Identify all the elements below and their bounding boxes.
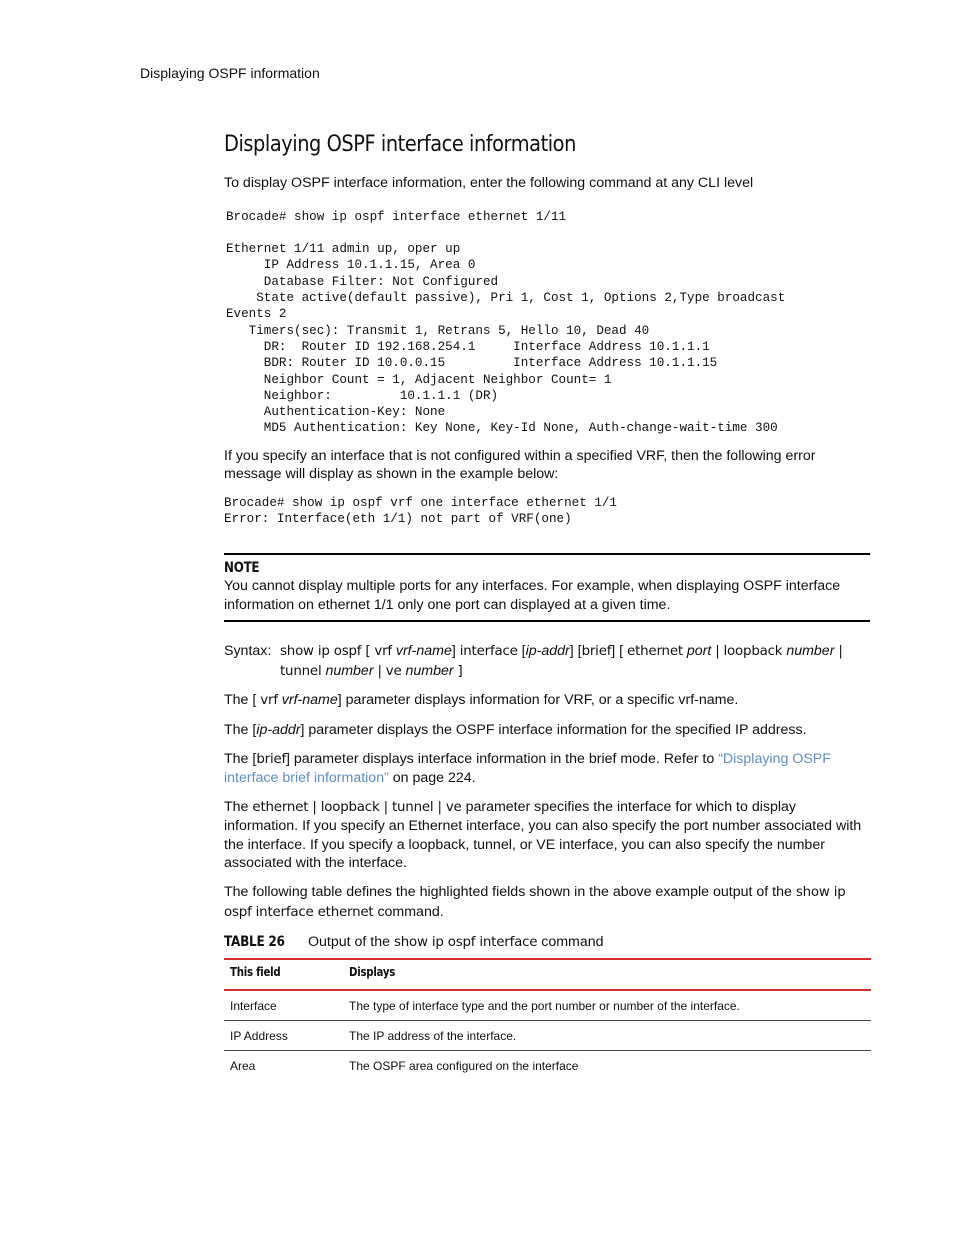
table-caption [224, 934, 870, 952]
syntax-variable: port [686, 643, 712, 660]
output-fields-table [224, 958, 871, 1080]
syntax-block [224, 642, 870, 681]
table-cell: The IP address of the interface. [349, 1029, 517, 1044]
text-run: The [ [224, 692, 257, 709]
table-cell: Area [230, 1059, 256, 1074]
page-content [224, 132, 870, 1080]
syntax-separator: | [377, 663, 382, 679]
syntax-separator: | [715, 644, 720, 660]
syntax-keyword: vrf [374, 644, 392, 660]
text-run: The [ [224, 721, 257, 738]
text-run: ] parameter displays the OSPF interface information for the specified IP address. [300, 721, 807, 738]
syntax-variable: vrf-name [395, 643, 452, 660]
table-header-cell [343, 959, 871, 990]
variable-run: ip-addr [256, 721, 301, 738]
keyword-run: vrf [260, 693, 278, 709]
syntax-keyword: tunnel [280, 663, 322, 679]
table-header-row [224, 959, 871, 990]
text-run: ] parameter displays interface information in the brief mode. Refer to [286, 750, 715, 767]
table-row [224, 1021, 871, 1051]
header-label: This field [230, 965, 281, 980]
running-header: Displaying OSPF information [140, 65, 320, 81]
note-text: You cannot display multiple ports for any interfaces. For example, when displaying OSPF interface information on ethernet 1/1 only one port can displayed at a given time. [224, 577, 841, 613]
table-intro-paragraph [224, 883, 870, 922]
param-ipaddr-paragraph [224, 721, 870, 740]
text-run: The [224, 798, 249, 815]
text-run: parameter specifies the interface for which to display information. If you specify an Ethernet interface, you can also specify the port number associated with the interface. If you specify a loopback, tunnel, or VE interface, you can also specify the number associated with the interface. [224, 798, 862, 872]
table-cell: The OSPF area configured on the interface [349, 1059, 579, 1074]
syntax-label: Syntax: [224, 643, 272, 660]
keyword-run: show ip ospf interface ethernet [224, 885, 846, 920]
table-row [224, 1051, 871, 1081]
text-run: on page 224. [392, 770, 476, 787]
text-run: command. [377, 903, 444, 920]
section-heading: Displaying OSPF interface information [224, 132, 576, 157]
text-run: command [541, 934, 604, 951]
syntax-bracket: ] [457, 663, 463, 679]
syntax-variable: ip-addr [525, 643, 570, 660]
param-brief-paragraph [224, 750, 870, 788]
variable-run: vrf-name [281, 692, 338, 709]
text-run: Output of the [308, 934, 391, 951]
syntax-variable: number [325, 662, 374, 679]
keyword-run: ethernet | loopback | tunnel | ve [252, 799, 462, 815]
intro-paragraph: To display OSPF interface information, enter the following command at any CLI level [224, 175, 754, 191]
syntax-keyword: show ip ospf [ [280, 644, 371, 660]
syntax-bracket: ] [ [611, 643, 624, 660]
text-run: ] parameter displays information for VRF, or a specific vrf-name. [337, 692, 739, 709]
note-box [224, 553, 870, 622]
param-vrf-paragraph [224, 691, 870, 711]
syntax-variable: number [405, 662, 454, 679]
syntax-keyword: brief [581, 644, 612, 660]
table-header-cell [224, 959, 343, 990]
text-run: The following table defines the highlighted fields shown in the above example output of the [224, 884, 792, 901]
header-label: Displays [349, 965, 396, 980]
table-cell: Interface [230, 999, 277, 1014]
syntax-bracket: [ [521, 643, 526, 660]
keyword-run: show ip ospf interface [393, 935, 538, 951]
syntax-keyword: loopback [723, 644, 783, 660]
syntax-keyword: interface [459, 644, 518, 660]
note-label: NOTE [224, 559, 260, 576]
code-example-interface: Brocade# show ip ospf interface ethernet 1/11 Ethernet 1/11 admin up, oper up IP Address 10.1.1.15, Area 0 Database Filter: Not Configured State active(default passive), Pri 1, Cost 1, Options 2,Type broadcast Events 2 Timers(sec): Transmit 1, Retrans 5, Hello 10, Dead 40 DR: Router ID 192.168.254.1 Interface Address 10.1.1.1 BDR: Router ID 10.0.0.15 Interface Address 10.1.1.15 Neighbor Count = 1, Adjacent Neighbor Count= 1 Neighbor: 10.1.1.1 (DR) Authentication-Key: None MD5 Authentication: Key None, Key-Id None, Auth-change-wait-time 300 [226, 209, 786, 436]
syntax-keyword: ve [385, 663, 402, 679]
keyword-run: brief [256, 751, 287, 767]
code-example-vrf-error: Brocade# show ip ospf vrf one interface ethernet 1/1 Error: Interface(eth 1/1) not part of VRF(one) [224, 495, 617, 526]
syntax-bracket: ] [451, 643, 456, 660]
table-cell: IP Address [230, 1029, 288, 1044]
table-cell: The type of interface type and the port number or number of the interface. [349, 999, 740, 1014]
syntax-keyword: ethernet [627, 644, 683, 660]
vrf-error-paragraph: If you specify an interface that is not configured within a specified VRF, then the following error message will display as shown in the example below: [224, 447, 816, 483]
table-row [224, 990, 871, 1021]
cross-reference-link[interactable]: “Displaying OSPF interface brief information” [224, 750, 831, 787]
table-number: TABLE 26 [224, 934, 285, 951]
syntax-bracket: ] [ [569, 643, 582, 660]
param-interface-paragraph [224, 798, 870, 873]
table-caption-text [308, 934, 604, 950]
syntax-variable: number [786, 643, 835, 660]
text-run: The [ [224, 750, 257, 767]
syntax-separator: | [838, 644, 843, 660]
